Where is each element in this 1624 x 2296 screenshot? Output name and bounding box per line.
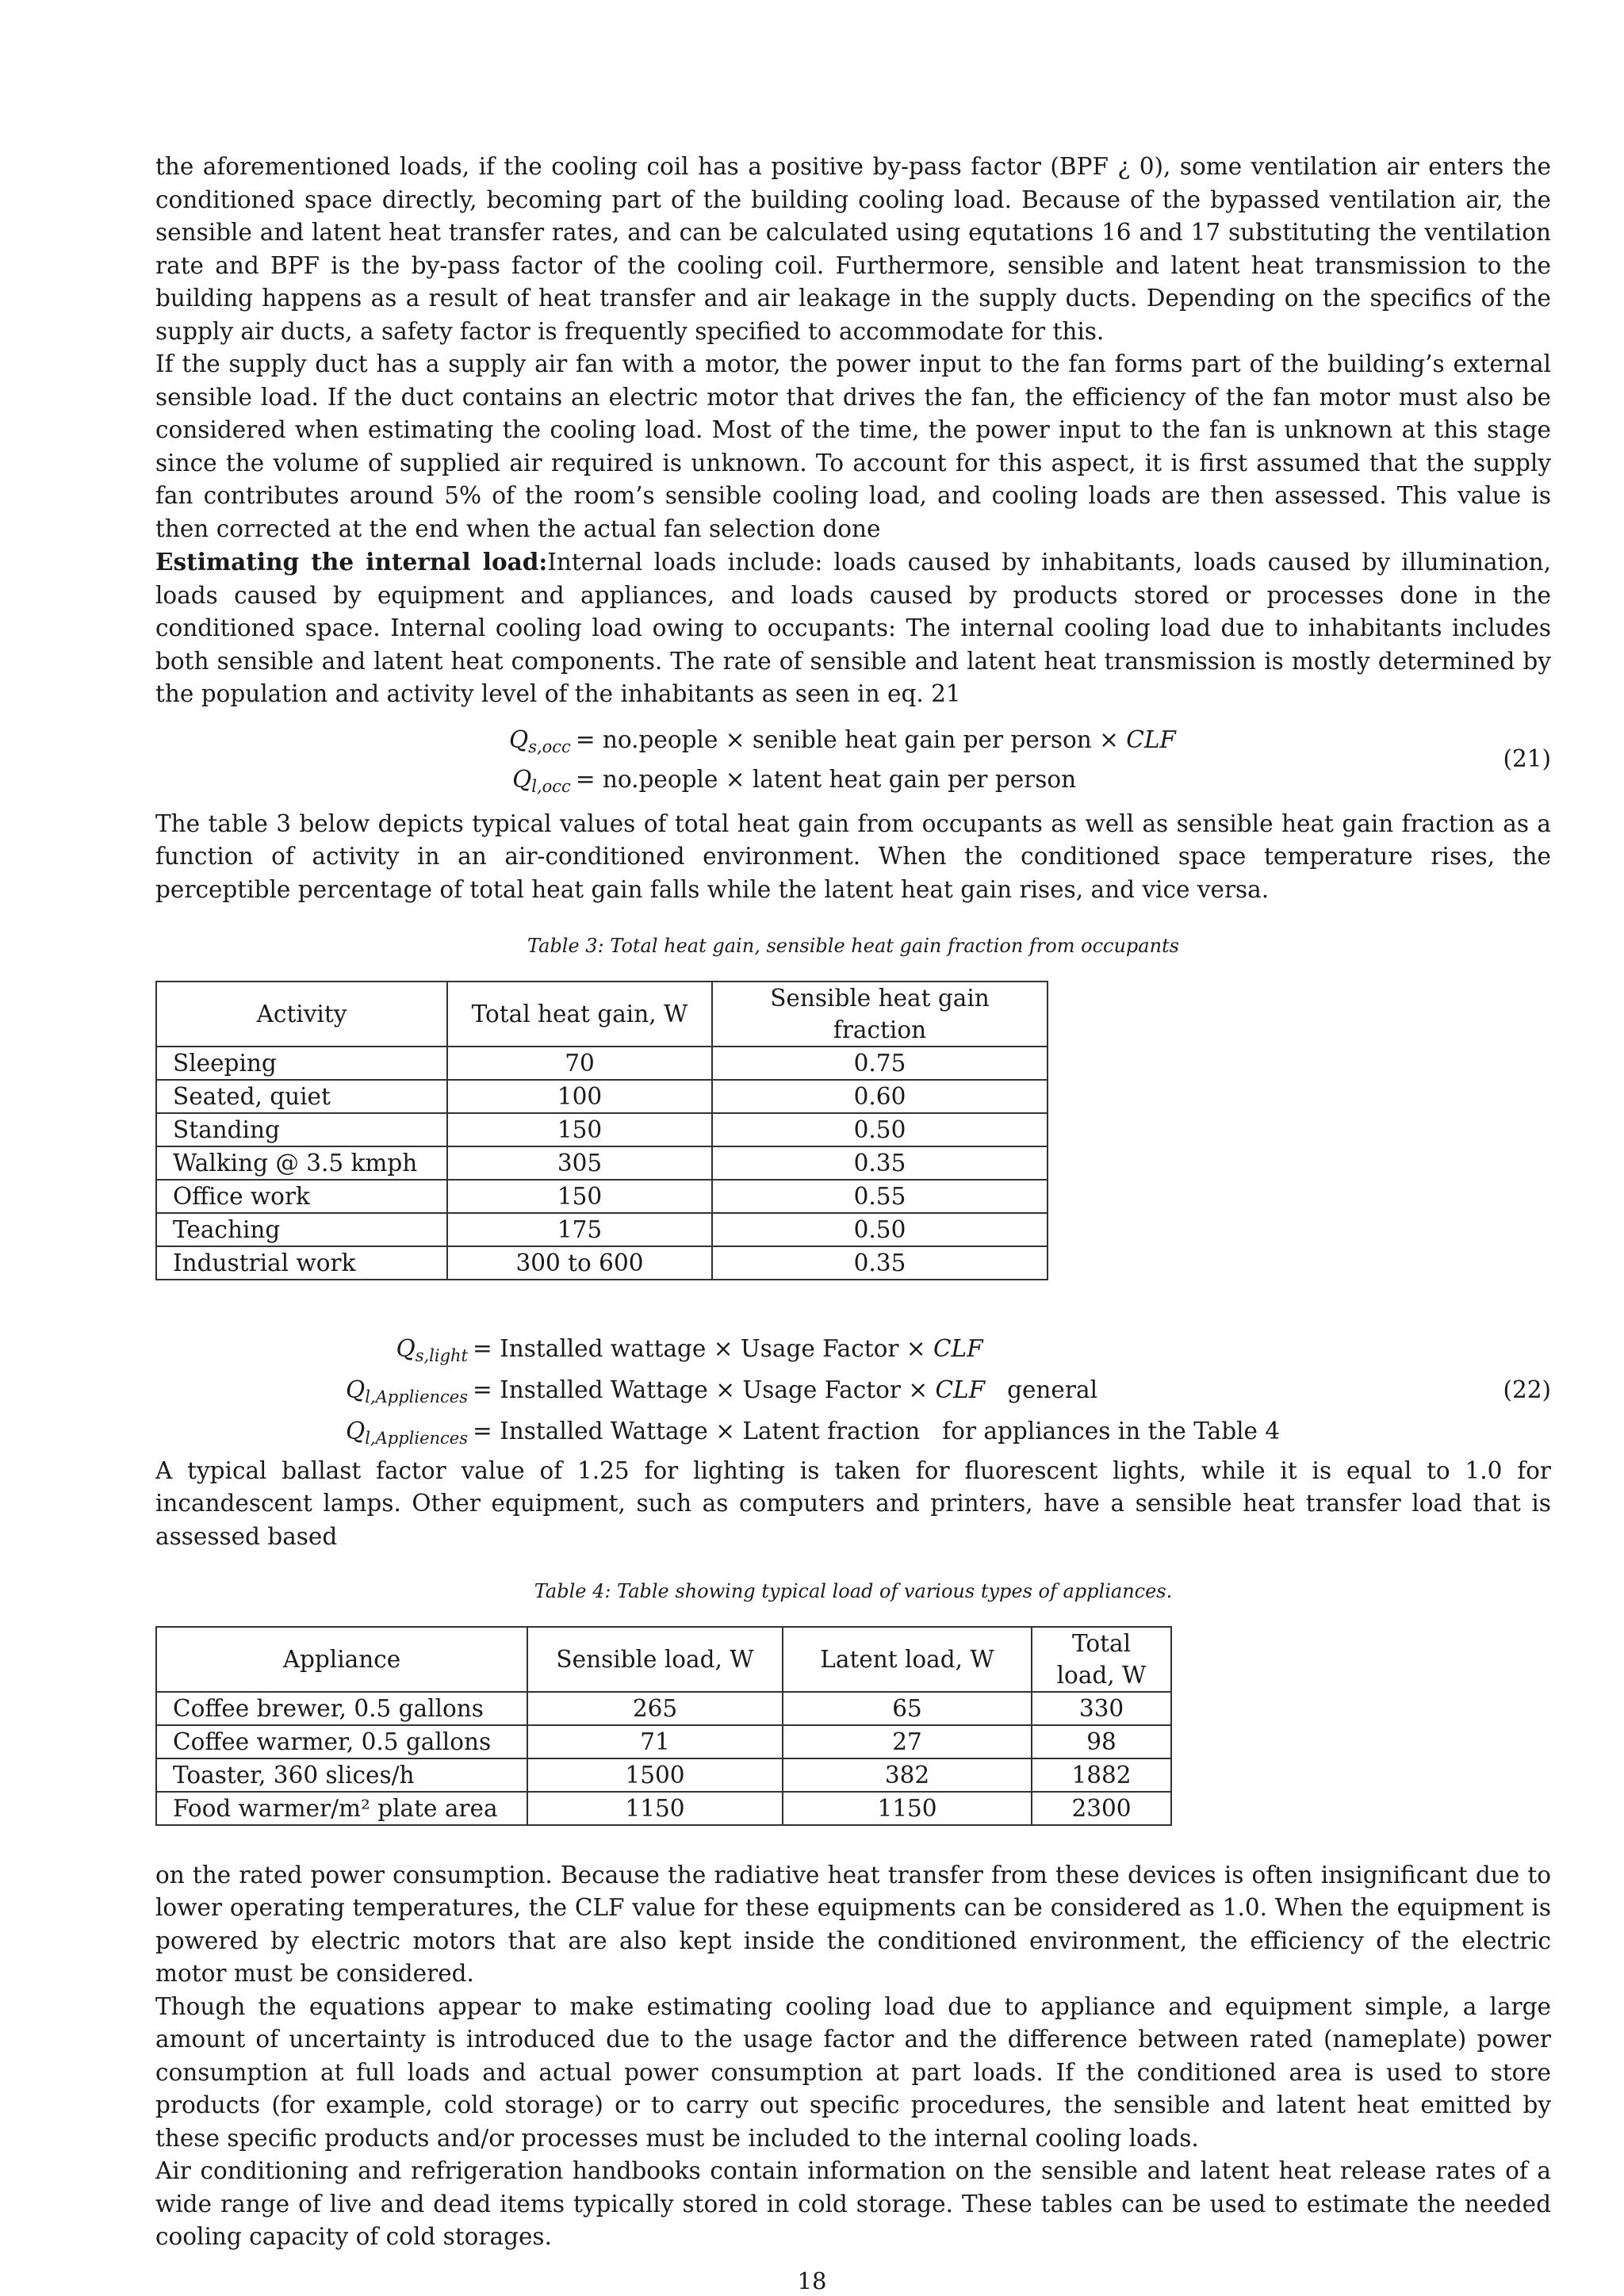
paragraph-bypass-factor: the aforementioned loads, if the cooling coil has a positive by-pass factor (BPF ¿ 0), some ventilation air enters the conditioned space directly, becoming part of the building cooling load. Because of the bypassed ventilation air, the sensible and latent heat transfer rates, and can be calculated using equtations 16 and 17 substituting the ventilation rate and BPF is the by-pass factor of the cooling coil. Furthermore, sensible and latent heat transmission to the building happens as a result of heat transfer and air leakage in the supply ducts. Depending on the specifics of the supply air ducts, a safety factor is frequently specified to accommodate for this. [155, 153, 1551, 345]
equation-22 [155, 1333, 1551, 1448]
page-body [155, 151, 1551, 2254]
table3-cell: Walking @ 3.5 kmph [156, 1146, 447, 1180]
table3-row [156, 1080, 1048, 1113]
table4-header: Latent load, W [783, 1627, 1032, 1692]
table4-caption: Table 4: Table showing typical load of various types of appliances. [534, 1580, 1173, 1602]
table4-row [156, 1725, 1171, 1758]
table3-cell: 0.55 [712, 1180, 1048, 1213]
table3-cell: 0.60 [712, 1080, 1048, 1113]
table4-row [156, 1758, 1171, 1792]
eq21-number: (21) [1503, 744, 1551, 772]
table3-cell: 100 [447, 1080, 712, 1113]
table4-cell: 382 [783, 1758, 1032, 1792]
table4-cell: 1882 [1032, 1758, 1171, 1792]
eq22-row3-note: for appliances in the Table 4 [942, 1417, 1281, 1445]
equation-21 [155, 724, 1551, 797]
eq22-number: (22) [1503, 1376, 1551, 1403]
table3-cell: 0.50 [712, 1113, 1048, 1146]
table3-cell: 70 [447, 1047, 712, 1080]
table4-cell: Food warmer/m² plate area [156, 1792, 527, 1825]
table3-cell: 0.35 [712, 1246, 1048, 1280]
table3-cell: 175 [447, 1213, 712, 1246]
table3-row [156, 1146, 1048, 1180]
table3-cell: 150 [447, 1180, 712, 1213]
table3-cell: 0.75 [712, 1047, 1048, 1080]
table3-cell: Teaching [156, 1213, 447, 1246]
table3-row [156, 1047, 1048, 1080]
table4-header-row [156, 1627, 1171, 1692]
paragraph-handbooks: Air conditioning and refrigeration handbooks contain information on the sensible and latent heat release rates of a wide range of live and dead items typically stored in cold storage. These tables can be used to estimate the needed cooling capacity of cold storages. [155, 2157, 1551, 2250]
eq22-row3-rhs: = Installed Wattage × Latent fraction [472, 1417, 921, 1445]
table3 [155, 981, 1048, 1280]
table4-row [156, 1692, 1171, 1725]
table3-row [156, 1213, 1048, 1246]
table4-cell: 2300 [1032, 1792, 1171, 1825]
eq21-row2-rhs: = no.people × latent heat gain per person [575, 766, 1077, 793]
page-number: 18 [797, 2267, 827, 2294]
table3-cell: 300 to 600 [447, 1246, 712, 1280]
table3-cell: 150 [447, 1113, 712, 1146]
table4-cell: 330 [1032, 1692, 1171, 1725]
eq21-row1-lhs: Q [509, 725, 529, 753]
eq22-row2-var: CLF [935, 1376, 986, 1403]
eq21-row2-lhs: Q [512, 766, 532, 793]
table4-cell: 1150 [783, 1792, 1032, 1825]
eq21-row2-sub: l,occ [531, 777, 571, 796]
eq21-row1-var: CLF [1126, 725, 1176, 753]
paragraph-ballast-factor: A typical ballast factor value of 1.25 for lighting is taken for fluorescent lights, while it is equal to 1.0 for incandescent lamps. Other equipment, such as computers and printers, have a sensible heat transfer load that is assessed based [155, 1456, 1551, 1550]
eq22-row2-lhs: Q [346, 1376, 366, 1403]
table4-cell: Toaster, 360 slices/h [156, 1758, 527, 1792]
table4-cell: 71 [527, 1725, 783, 1758]
table4-row [156, 1792, 1171, 1825]
eq22-row1-rhs: = Installed wattage × Usage Factor × [472, 1334, 933, 1362]
table4-cell: 265 [527, 1692, 783, 1725]
table3-cell: Standing [156, 1113, 447, 1146]
table3-header: Sensible heat gain fraction [712, 982, 1048, 1047]
table3-row [156, 1113, 1048, 1146]
table4 [155, 1626, 1172, 1826]
table4-cell: 65 [783, 1692, 1032, 1725]
table4-cell: 1500 [527, 1758, 783, 1792]
table3-cell: 0.35 [712, 1146, 1048, 1180]
table3-cell: Sleeping [156, 1047, 447, 1080]
eq22-row3-lhs: Q [346, 1417, 366, 1445]
table3-row [156, 1180, 1048, 1213]
table4-cell: 27 [783, 1725, 1032, 1758]
eq22-row1-sub: s,light [415, 1345, 468, 1365]
table4-cell: 1150 [527, 1792, 783, 1825]
internal-load-body: Internal loads include: loads caused by inhabitants, loads caused by illumination, loads caused by equipment and appliances, and loads caused by products stored or processes done in the conditioned space. Internal cooling load owing to occupants: The internal cooling load due to inhabitants includes both sensible and latent heat components. The rate of sensible and latent heat transmission is mostly determined by the population and activity level of the inhabitants as seen in eq. 21 [155, 549, 1551, 707]
table4-cell: 98 [1032, 1725, 1171, 1758]
eq21-row1-rhs: = no.people × senible heat gain per person × [575, 725, 1127, 753]
paragraph-internal-load [155, 545, 1551, 711]
table3-row [156, 1246, 1048, 1280]
paragraph-rated-power: on the rated power consumption. Because the radiative heat transfer from these devices is often insignificant due to lower operating temperatures, the CLF value for these equipments can be considered as 1.0. When the equipment is powered by electric motors that are also kept inside the conditioned environment, the efficiency of the electric motor must be considered. [155, 1861, 1551, 1987]
internal-load-heading: Estimating the internal load: [155, 548, 548, 576]
paragraph-table3-intro: The table 3 below depicts typical values of total heat gain from occupants as well as sensible heat gain fraction as a function of activity in an air-conditioned environment. When the conditioned space temperature rises, the perceptible percentage of total heat gain falls while the latent heat gain rises, and vice versa. [155, 809, 1551, 903]
table3-cell: 305 [447, 1146, 712, 1180]
eq22-row1-lhs: Q [396, 1334, 416, 1362]
table4-cell: Coffee brewer, 0.5 gallons [156, 1692, 527, 1725]
table3-cell: Seated, quiet [156, 1080, 447, 1113]
table3-header: Total heat gain, W [447, 982, 712, 1047]
eq21-row1-sub: s,occ [528, 737, 571, 756]
table4-cell: Coffee warmer, 0.5 gallons [156, 1725, 527, 1758]
paragraph-uncertainty: Though the equations appear to make estimating cooling load due to appliance and equipment simple, a large amount of uncertainty is introduced due to the usage factor and the difference between rated (nameplate) power consumption at full loads and actual power consumption at part loads. If the conditioned area is used to store products (for example, cold storage) or to carry out specific procedures, the sensible and latent heat emitted by these specific products and/or processes must be included to the internal cooling loads. [155, 1992, 1551, 2152]
table4-header: Appliance [156, 1627, 527, 1692]
eq22-row3-sub: l,Appliences [365, 1428, 468, 1448]
eq22-row2-rhs: = Installed Wattage × Usage Factor × [472, 1376, 936, 1403]
table3-caption: Table 3: Total heat gain, sensible heat gain fraction from occupants [527, 935, 1179, 957]
table3-header: Activity [156, 982, 447, 1047]
table3-cell: Office work [156, 1180, 447, 1213]
eq22-row2-note: general [1007, 1376, 1098, 1403]
paragraph-supply-fan: If the supply duct has a supply air fan with a motor, the power input to the fan forms part of the building’s external sensible load. If the duct contains an electric motor that drives the fan, the efficiency of the fan motor must also be considered when estimating the cooling load. Most of the time, the power input to the fan is unknown at this stage since the volume of supplied air required is unknown. To account for this aspect, it is first assumed that the supply fan contributes around 5% of the room’s sensible cooling load, and cooling loads are then assessed. This value is then corrected at the end when the actual fan selection done [155, 350, 1551, 542]
table4-header: Total load, W [1032, 1627, 1171, 1692]
table3-header-row [156, 982, 1048, 1047]
table3-cell: Industrial work [156, 1246, 447, 1280]
eq22-row2-sub: l,Appliences [365, 1387, 468, 1406]
eq22-row1-var: CLF [933, 1334, 983, 1362]
table3-cell: 0.50 [712, 1213, 1048, 1246]
table4-header: Sensible load, W [527, 1627, 783, 1692]
